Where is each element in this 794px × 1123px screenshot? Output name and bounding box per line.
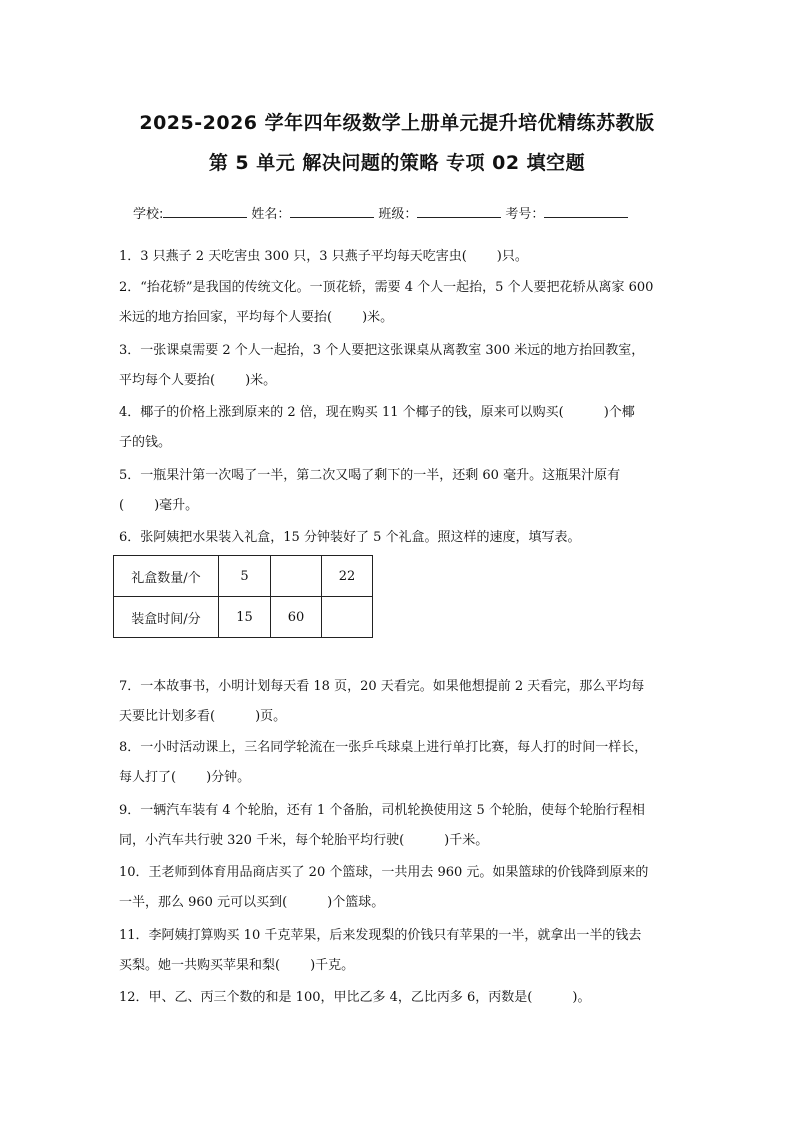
question-line: 天要比计划多看( )页。: [119, 709, 287, 724]
question-line: 子的钱。: [119, 435, 172, 450]
question-line: 6．张阿姨把水果装入礼盒，15 分钟装好了 5 个礼盒。照这样的速度，填写表。: [119, 530, 581, 545]
question-line: 10．王老师到体育用品商店买了 20 个篮球，一共用去 960 元。如果篮球的价钱降到原来的: [119, 865, 649, 880]
question-line: 平均每个人要抬( )米。: [119, 373, 277, 388]
exam-no-label: 考号：: [505, 207, 545, 222]
school-label: 学校:: [133, 207, 164, 222]
question-line: 5．一瓶果汁第一次喝了一半，第二次又喝了剩下的一半，还剩 60 毫升。这瓶果汁原有: [119, 468, 621, 483]
question-2: [119, 273, 689, 333]
table-cell: 60: [271, 597, 322, 638]
table-answer-cell[interactable]: [322, 597, 373, 638]
student-info-row: [133, 203, 693, 222]
table-row: [114, 556, 373, 597]
question-3: [119, 336, 689, 396]
table-cell: 15: [219, 597, 271, 638]
rate-table: [113, 555, 373, 638]
question-7: [119, 672, 689, 732]
question-1: [119, 242, 689, 272]
page-subtitle: 第 5 单元 解决问题的策略 专项 02 填空题: [208, 152, 586, 174]
question-8: [119, 733, 689, 793]
table-header-cell: 礼盒数量/个: [114, 556, 219, 597]
question-4: [119, 398, 689, 458]
question-line: 7．一本故事书，小明计划每天看 18 页，20 天看完。如果他想提前 2 天看完，那么平均每: [119, 679, 645, 694]
table-cell: 5: [219, 556, 271, 597]
question-line: 买梨。她一共购买苹果和梨( )千克。: [119, 958, 355, 973]
question-line: 一半，那么 960 元可以买到( )个篮球。: [119, 895, 385, 910]
school-blank[interactable]: [163, 205, 247, 218]
name-label: 姓名：: [251, 207, 291, 222]
question-6: [119, 523, 689, 553]
name-blank[interactable]: [290, 205, 374, 218]
question-line: 同，小汽车共行驶 320 千米，每个轮胎平均行驶( )千米。: [119, 833, 489, 848]
question-line: 11．李阿姨打算购买 10 千克苹果，后来发现梨的价钱只有苹果的一半，就拿出一半的钱去: [119, 928, 642, 943]
question-9: [119, 796, 689, 856]
question-line: 12．甲、乙、丙三个数的和是 100，甲比乙多 4，乙比丙多 6，丙数是( )。: [119, 990, 591, 1005]
question-line: 8．一小时活动课上，三名同学轮流在一张乒乓球桌上进行单打比赛，每人打的时间一样长，: [119, 740, 648, 755]
question-5: [119, 461, 689, 521]
exam-no-blank[interactable]: [544, 205, 628, 218]
question-line: 每人打了( )分钟。: [119, 770, 251, 785]
question-line: 4．椰子的价格上涨到原来的 2 倍，现在购买 11 个椰子的钱，原来可以购买( )个椰: [119, 405, 635, 420]
question-10: [119, 858, 689, 918]
question-11: [119, 921, 689, 981]
question-line: ( )毫升。: [119, 498, 199, 513]
question-line: 1．3 只燕子 2 天吃害虫 300 只，3 只燕子平均每天吃害虫( )只。: [119, 249, 528, 264]
question-line: 米远的地方抬回家，平均每个人要抬( )米。: [119, 310, 394, 325]
table-cell: 22: [322, 556, 373, 597]
question-12: [119, 983, 689, 1013]
question-line: 3．一张课桌需要 2 个人一起抬，3 个人要把这张课桌从离教室 300 米远的地方抬回教室，: [119, 343, 645, 358]
question-line: 2．“抬花轿”是我国的传统文化。一顶花轿，需要 4 个人一起抬，5 个人要把花轿从离家 600: [119, 280, 654, 295]
class-label: 班级：: [378, 207, 418, 222]
table-answer-cell[interactable]: [271, 556, 322, 597]
question-line: 9．一辆汽车装有 4 个轮胎，还有 1 个备胎，司机轮换使用这 5 个轮胎，使每个轮胎行程相: [119, 803, 645, 818]
class-blank[interactable]: [417, 205, 501, 218]
table-row: [114, 597, 373, 638]
page-title: 2025-2026 学年四年级数学上册单元提升培优精练苏教版: [139, 112, 655, 134]
table-header-cell: 装盒时间/分: [114, 597, 219, 638]
